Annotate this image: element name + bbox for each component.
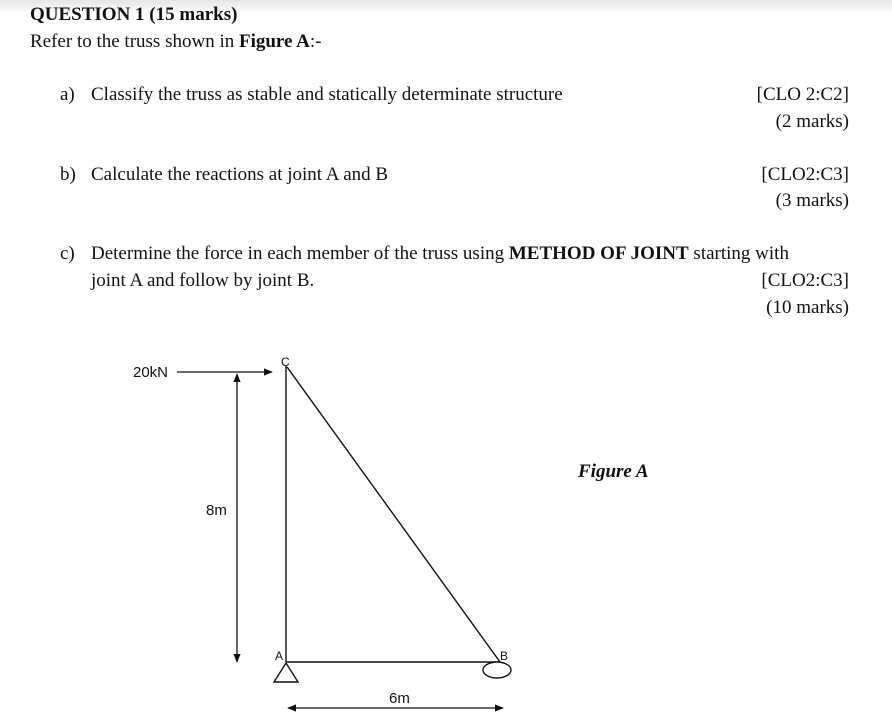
part-c-marks: (10 marks)	[766, 297, 849, 318]
part-c-method: METHOD OF JOINT	[508, 243, 689, 264]
part-a-marks: (2 marks)	[775, 111, 849, 132]
load-label: 20kN	[133, 364, 169, 381]
part-a-text: Classify the truss as stable and statically determinate structure	[91, 84, 563, 105]
pin-support-a	[274, 663, 298, 682]
part-a-letter: a)	[60, 84, 75, 105]
joint-a-label: A	[275, 649, 284, 663]
part-b-clo: [CLO2:C3]	[761, 164, 849, 185]
figure-caption: Figure A	[578, 461, 649, 482]
intro-suffix: :-	[309, 31, 322, 52]
part-c-text-prefix: Determine the force in each member of the truss using	[91, 243, 509, 264]
member-cb	[287, 367, 500, 662]
joint-b-label: B	[500, 649, 509, 663]
part-b-letter: b)	[60, 164, 76, 185]
part-a-clo: [CLO 2:C2]	[756, 84, 849, 105]
part-c-letter: c)	[60, 243, 75, 264]
question-heading: QUESTION 1 (15 marks)	[30, 4, 238, 25]
roller-support-b	[483, 662, 511, 678]
intro-figure-ref: Figure A	[238, 31, 310, 52]
joint-c-label: C	[281, 355, 290, 369]
part-c-text-line2: joint A and follow by joint B.	[91, 270, 315, 291]
height-label: 8m	[206, 502, 227, 519]
part-b-text: Calculate the reactions at joint A and B	[91, 164, 389, 185]
part-b-marks: (3 marks)	[775, 190, 849, 211]
width-label: 6m	[389, 690, 410, 707]
part-c-text-suffix: starting with	[688, 243, 789, 264]
intro-prefix: Refer to the truss shown in	[30, 31, 239, 52]
part-c-clo: [CLO2:C3]	[761, 270, 849, 291]
